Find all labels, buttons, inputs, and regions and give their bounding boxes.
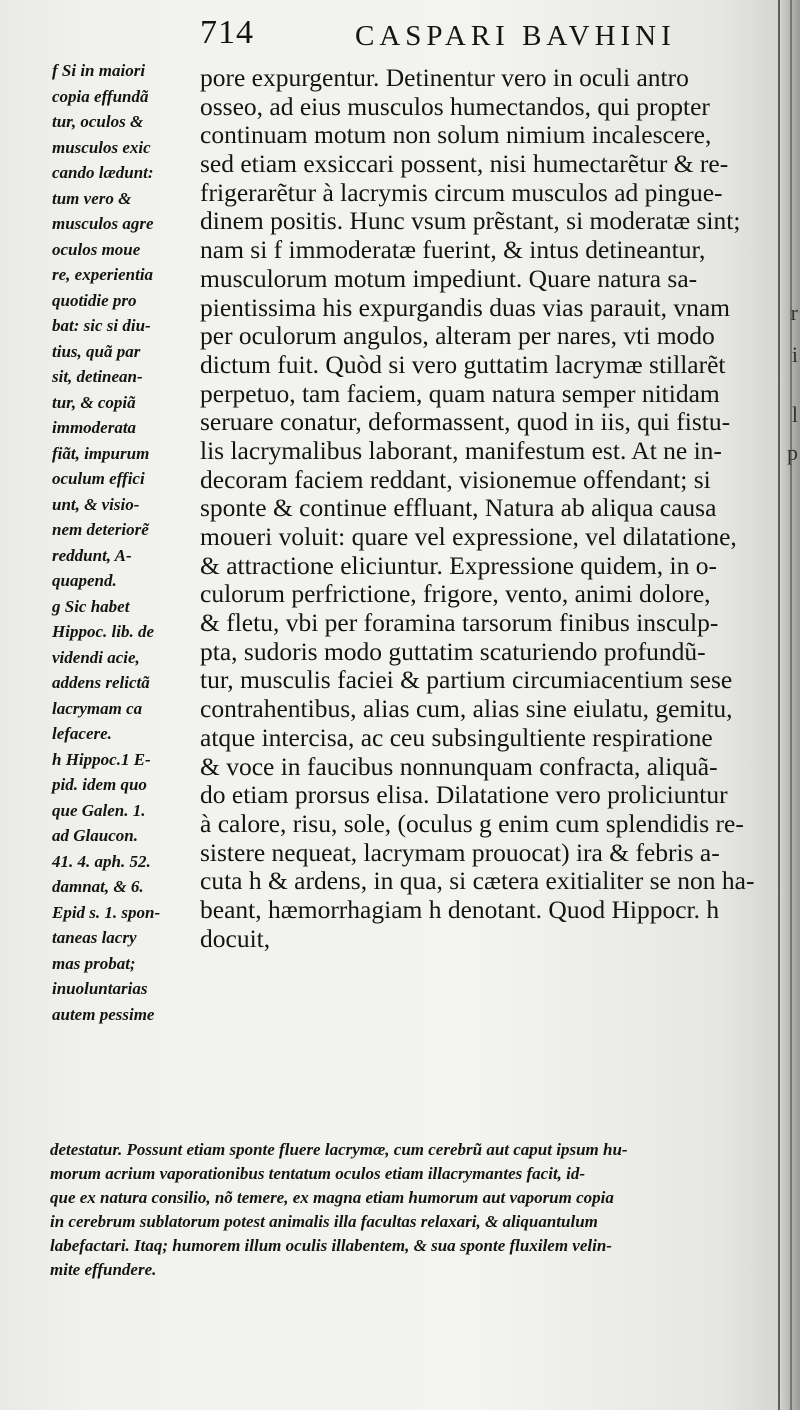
marginal-note-line: autem pessime [52,1004,155,1024]
marginal-note-line: pid. idem quo [52,775,147,794]
marginal-note-line: inuoluntarias [52,979,148,998]
bleed-through-glyph: r [790,300,798,325]
text-line: cuta h & ardens, in qua, si cætera exitialiter se non ha- [200,866,755,896]
text-line: decoram faciem reddant, visionemue offendant; si [200,464,711,494]
marginal-note-line: immoderata [52,418,137,437]
text-line: do etiam prorsus elisa. Dilatatione vero proliciuntur [200,780,728,810]
marginal-note-line: sit, detinean- [52,367,143,386]
text-line: sistere nequeat, lacrymam prouocat) ira & febris a- [200,837,720,867]
text-line: pta, sudoris modo guttatim scaturiendo profundũ- [200,636,706,666]
marginal-note-line: que Galen. 1. [52,800,146,820]
marginal-notes [52,58,202,1027]
marginal-note-line: fiãt, impurum [52,443,150,463]
text-line: pientissima his expurgandis duas vias parauit, vnam [200,292,730,322]
marginal-note-line: lefacere. [52,724,112,743]
footnote-line: que ex natura consilio, nõ temere, ex magna etiam humorum aut vaporum copia [50,1188,614,1207]
marginal-note-line: h Hippoc.1 E- [52,749,151,769]
text-line: & attractione eliciuntur. Expressione quidem, in o- [200,550,717,580]
text-line: lis lacrymalibus laborant, manifestum est. At ne in- [200,435,722,465]
marginal-note-line: taneas lacry [52,928,137,947]
marginal-note-line: reddunt, A- [52,545,132,565]
text-line: frigerarẽtur à lacrymis circum musculos ad pingue- [200,177,723,207]
footnote-block [50,1138,770,1282]
marginal-note-line: musculos exic [52,137,151,157]
marginal-note-line: addens relictã [52,673,150,692]
text-line: moueri voluit: quare vel expressione, vel dilatatione, [200,522,737,551]
marginal-note-line: 41. 4. aph. 52. [52,851,151,871]
text-line: beant, hæmorrhagiam h denotant. Quod Hippocr. h [200,894,720,924]
text-line: à calore, risu, sole, (oculus g enim cum splendidis re- [200,808,744,838]
marginal-note-line: unt, & visio- [52,494,140,514]
text-line: sed etiam exsiccari possent, nisi humectarẽtur & re- [200,149,729,179]
marginal-note-line: copia effundã [52,86,149,106]
bleed-through-glyph: i [791,342,798,367]
marginal-note-line: tum vero & [52,188,132,208]
marginal-note-line: oculos moue [52,239,141,259]
marginal-note-line: g Sic habet [52,596,130,616]
text-line: continuam motum non solum nimium incalescere, [200,120,712,150]
text-line: pore expurgentur. Detinentur vero in oculi antro [200,63,689,92]
footnote-line: in cerebrum sublatorum potest animalis illa facultas relaxari, & aliquantulum [50,1212,598,1231]
page-gutter-shadow [778,0,800,1410]
text-line: sponte & continue effluant, Natura ab aliqua causa [200,493,717,523]
marginal-note-line: nem deteriorẽ [52,520,149,539]
text-line: & voce in faucibus nonnunquam confracta, aliquã- [200,751,718,781]
text-line: nam si f immoderatæ fuerint, & intus detineantur, [200,235,706,265]
text-line: culorum perfrictione, frigore, vento, animi dolore, [200,579,711,609]
text-line: atque intercisa, ac ceu subsingultiente respiratione [200,722,713,752]
marginal-note-line: quotidie pro [52,290,137,310]
marginal-note-line: re, experientia [52,265,154,284]
marginal-note-line: oculum effici [52,469,145,488]
text-line: seruare conatur, deformassent, quod in iis, qui fistu- [200,407,731,437]
marginal-note-line: Epid s. 1. spon- [52,902,161,922]
marginal-note-line: cando lædunt: [52,163,154,182]
marginal-note-line: videndi acie, [52,647,140,667]
marginal-note-line: bat: sic si diu- [52,316,151,335]
marginal-note-line: Hippoc. lib. de [52,622,154,641]
footnote-line: morum acrium vaporationibus tentatum oculos etiam illacrymantes facit, id- [50,1164,586,1183]
text-line: contrahentibus, alias cum, alias sine eiulatu, gemitu, [200,694,733,724]
page-number: 714 [200,14,254,51]
bleed-through-glyph: p [787,440,798,465]
text-line: per oculorum angulos, alteram per nares, vti modo [200,321,715,351]
marginal-note-line: f Si in maiori [52,61,146,80]
text-line: tur, musculis faciei & partium circumiacentium sese [200,665,733,695]
marginal-note-line: tur, oculos & [52,112,144,131]
marginal-note-line: mas probat; [52,953,136,973]
page-header [0,14,800,58]
text-line: docuit, [200,923,271,953]
marginal-note-line: tius, quã par [52,341,141,361]
page-edge-line [778,0,780,1410]
text-line: musculorum motum impediunt. Quare natura sa- [200,263,698,293]
marginal-note-line: lacrymam ca [52,698,143,718]
running-head: CASPARI BAVHINI [355,20,676,52]
text-line: osseo, ad eius musculos humectandos, qui propter [200,91,710,121]
marginal-note-line: ad Glaucon. [52,826,138,845]
text-line: perpetuo, tam faciem, quam natura semper nitidam [200,378,720,408]
main-text-block [200,64,772,953]
footnote-line: detestatur. Possunt etiam sponte fluere lacrymæ, cum cerebrũ aut caput ipsum hu- [50,1140,628,1159]
marginal-note-line: musculos agre [52,214,154,233]
marginal-note-line: tur, & copiã [52,392,136,412]
text-line: & fletu, vbi per foramina tarsorum finibus insculp- [200,608,719,638]
text-line: dictum fuit. Quòd si vero guttatim lacrymæ stillarẽt [200,349,726,379]
marginal-note-line: quapend. [52,571,117,590]
footnote-line: mite effundere. [50,1260,157,1279]
text-line: dinem positis. Hunc vsum prẽstant, si moderatæ sint; [200,206,741,236]
footnote-line: labefactari. Itaq; humorem illum oculis illabentem, & sua sponte fluxilem velin- [50,1236,612,1255]
page-edge-line-inner [790,0,792,1410]
bleed-through-glyph: l [791,402,798,427]
marginal-note-line: damnat, & 6. [52,877,144,896]
